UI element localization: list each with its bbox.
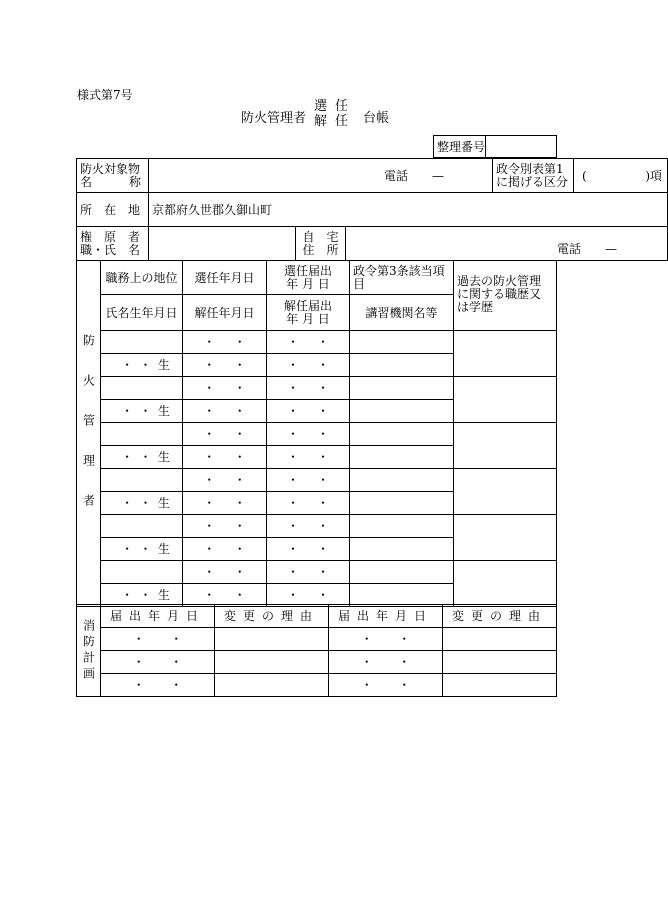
date-separator: ・	[316, 588, 329, 602]
date-separator: ・	[139, 496, 152, 510]
manager-entry-row	[77, 561, 557, 584]
header-dismiss-notice	[267, 295, 350, 331]
position-field[interactable]	[101, 515, 183, 538]
title-selector	[314, 99, 356, 129]
name-birth-field[interactable]	[101, 492, 183, 515]
date-separator: ・	[121, 358, 134, 372]
date-separator: ・	[139, 358, 152, 372]
position-field[interactable]	[101, 331, 183, 354]
date-separator: ・	[203, 473, 216, 487]
change-reason-field[interactable]	[443, 674, 557, 697]
date-separator: ・	[233, 565, 246, 579]
date-separator: ・	[316, 427, 329, 441]
date-separator: ・	[203, 496, 216, 510]
label-text: に関する職歴又	[457, 287, 542, 301]
label-text: 選任届出	[283, 263, 332, 278]
manager-entry-row	[77, 515, 557, 538]
fire-plan-row	[77, 674, 557, 697]
appoint-date-field[interactable]	[183, 377, 267, 400]
date-separator: ・	[360, 655, 373, 669]
birth-suffix: 生	[157, 588, 170, 602]
date-separator: ・	[233, 404, 246, 418]
dismiss-notice-field[interactable]	[267, 400, 350, 423]
property-info-table	[76, 158, 668, 261]
date-separator: ・	[316, 335, 329, 349]
date-separator: ・	[286, 565, 299, 579]
appoint-date-field[interactable]	[183, 515, 267, 538]
dismiss-date-field[interactable]	[183, 446, 267, 469]
header-notice-date: 届出年月日	[329, 605, 443, 628]
date-separator: ・	[121, 404, 134, 418]
date-separator: ・	[360, 678, 373, 692]
history-field[interactable]	[454, 377, 557, 423]
birth-suffix: 生	[157, 358, 170, 372]
date-separator: ・	[286, 496, 299, 510]
date-separator: ・	[121, 450, 134, 464]
address-field[interactable]: 京都府久世郡久御山町	[149, 193, 668, 227]
date-separator: ・	[286, 588, 299, 602]
date-separator: ・	[233, 588, 246, 602]
label-text: 年 月 日	[286, 311, 330, 326]
name-birth-field[interactable]	[101, 400, 183, 423]
dismiss-date-field[interactable]	[183, 538, 267, 561]
position-field[interactable]	[101, 377, 183, 400]
date-separator: ・	[203, 358, 216, 372]
date-separator: ・	[233, 496, 246, 510]
name-birth-field[interactable]	[101, 354, 183, 377]
notice-date-field[interactable]	[101, 674, 215, 697]
date-separator: ・	[316, 542, 329, 556]
category-label	[493, 159, 574, 193]
date-separator: )項	[645, 168, 663, 183]
date-separator: ・	[316, 358, 329, 372]
date-separator: ・	[139, 404, 152, 418]
title-select-appoint: 選任	[314, 99, 357, 114]
date-separator: ・	[233, 519, 246, 533]
position-field[interactable]	[101, 423, 183, 446]
header-appoint-date: 選任年月日	[183, 261, 267, 295]
property-name-label	[77, 159, 149, 193]
date-separator: ・	[121, 588, 134, 602]
dismiss-notice-field[interactable]	[267, 538, 350, 561]
manager-entry-row	[77, 469, 557, 492]
label-text: 防火管理者	[81, 333, 96, 534]
course-field[interactable]	[350, 446, 454, 469]
dismiss-date-field[interactable]	[183, 492, 267, 515]
label-text: 防火対象物	[80, 161, 141, 176]
appoint-date-field[interactable]	[183, 423, 267, 446]
label-text: 過去の防火管理	[457, 274, 542, 288]
date-separator: ・	[286, 519, 299, 533]
course-field[interactable]	[350, 400, 454, 423]
label-text: 政令第3条該当項	[353, 263, 445, 278]
change-reason-field[interactable]	[443, 651, 557, 674]
home-address-field[interactable]	[346, 227, 668, 261]
notice-date-field[interactable]	[329, 628, 443, 651]
header-change-reason: 変更の理由	[443, 605, 557, 628]
date-separator: ・	[121, 542, 134, 556]
birth-suffix: 生	[157, 450, 170, 464]
label-text: 権 原 者	[80, 229, 141, 244]
article-field[interactable]	[350, 423, 454, 446]
date-separator: ・	[233, 450, 246, 464]
date-separator: ・	[398, 655, 411, 669]
date-separator: ・	[203, 404, 216, 418]
owner-label	[77, 227, 149, 261]
change-reason-field[interactable]	[443, 628, 557, 651]
title-ledger: 台帳	[363, 111, 390, 126]
registration-number-field[interactable]	[486, 136, 557, 158]
label-text: に掲げる区分	[496, 174, 569, 189]
article-field[interactable]	[350, 561, 454, 584]
notice-date-field[interactable]	[101, 628, 215, 651]
appoint-date-field[interactable]	[183, 331, 267, 354]
dismiss-notice-field[interactable]	[267, 354, 350, 377]
notice-date-field[interactable]	[101, 651, 215, 674]
change-reason-field[interactable]	[215, 651, 329, 674]
form-number: 様式第7号	[77, 88, 133, 102]
property-phone: 電話 —	[384, 168, 445, 183]
change-reason-field[interactable]	[215, 628, 329, 651]
label-text: 解任届出	[283, 298, 332, 313]
date-separator: ・	[170, 632, 183, 646]
notice-date-field[interactable]	[329, 674, 443, 697]
name-birth-field[interactable]	[101, 446, 183, 469]
course-field[interactable]	[350, 538, 454, 561]
date-separator: ・	[203, 381, 216, 395]
header-course: 講習機関名等	[350, 295, 454, 331]
date-separator: ・	[203, 565, 216, 579]
home-address-label	[296, 227, 346, 261]
appoint-notice-field[interactable]	[267, 331, 350, 354]
date-separator: ・	[316, 381, 329, 395]
label-text: 政令別表第1	[496, 161, 564, 176]
date-separator: ・	[170, 678, 183, 692]
history-field[interactable]	[454, 423, 557, 469]
appoint-date-field[interactable]	[183, 469, 267, 492]
date-separator: ・	[139, 542, 152, 556]
history-field[interactable]	[454, 331, 557, 377]
registration-number-label: 整理番号	[434, 136, 486, 158]
date-separator: ・	[286, 335, 299, 349]
owner-field[interactable]	[149, 227, 296, 261]
manager-entry-row	[77, 377, 557, 400]
dismiss-date-field[interactable]	[183, 354, 267, 377]
appoint-notice-field[interactable]	[267, 469, 350, 492]
date-separator: ・	[286, 427, 299, 441]
header-name-birth: 氏名生年月日	[101, 295, 183, 331]
birth-suffix: 生	[157, 496, 170, 510]
date-separator: ・	[233, 473, 246, 487]
date-separator: ・	[121, 496, 134, 510]
label-text: 住 所	[302, 242, 339, 257]
appoint-notice-field[interactable]	[267, 561, 350, 584]
dismiss-date-field[interactable]	[183, 400, 267, 423]
header-position: 職務上の地位	[101, 261, 183, 295]
address-label: 所 在 地	[77, 193, 149, 227]
fire-plan-side-label	[77, 605, 101, 697]
history-field[interactable]	[454, 561, 557, 607]
date-separator: ・	[132, 655, 145, 669]
position-field[interactable]	[101, 469, 183, 492]
history-field[interactable]	[454, 515, 557, 561]
course-field[interactable]	[350, 354, 454, 377]
manager-table	[76, 260, 557, 607]
date-separator: ・	[139, 588, 152, 602]
date-separator: ・	[286, 450, 299, 464]
date-separator: ・	[286, 381, 299, 395]
property-name-field[interactable]	[149, 159, 493, 193]
date-separator: ・	[316, 404, 329, 418]
header-dismiss-date: 解任年月日	[183, 295, 267, 331]
article-field[interactable]	[350, 377, 454, 400]
position-field[interactable]	[101, 561, 183, 584]
date-separator: (	[582, 168, 587, 183]
label-text: 年 月 日	[286, 276, 330, 291]
appoint-notice-field[interactable]	[267, 377, 350, 400]
title-select-dismiss: 解任	[314, 114, 357, 129]
date-separator: ・	[233, 427, 246, 441]
dismiss-notice-field[interactable]	[267, 492, 350, 515]
article-field[interactable]	[350, 331, 454, 354]
registration-number-box	[433, 135, 557, 158]
manager-entry-row	[77, 423, 557, 446]
date-separator: ・	[398, 632, 411, 646]
fire-plan-row	[77, 651, 557, 674]
course-field[interactable]	[350, 492, 454, 515]
appoint-date-field[interactable]	[183, 561, 267, 584]
date-separator: ・	[233, 335, 246, 349]
date-separator: ・	[286, 542, 299, 556]
date-separator: ・	[203, 519, 216, 533]
date-separator: ・	[203, 335, 216, 349]
name-birth-field[interactable]	[101, 538, 183, 561]
date-separator: 称	[128, 174, 141, 189]
date-separator: ・	[398, 678, 411, 692]
appoint-notice-field[interactable]	[267, 515, 350, 538]
header-change-reason: 変更の理由	[215, 605, 329, 628]
label-text: 職・氏 名	[80, 242, 141, 257]
date-separator: ・	[316, 496, 329, 510]
category-item-field[interactable]	[574, 159, 668, 193]
date-separator: ・	[316, 450, 329, 464]
birth-suffix: 生	[157, 542, 170, 556]
date-separator: ・	[203, 542, 216, 556]
dismiss-notice-field[interactable]	[267, 446, 350, 469]
label-text: 目	[353, 276, 366, 291]
article-field[interactable]	[350, 469, 454, 492]
fire-plan-row	[77, 628, 557, 651]
owner-phone: 電話 —	[557, 242, 618, 256]
fire-plan-table	[76, 604, 557, 697]
change-reason-field[interactable]	[215, 674, 329, 697]
date-separator: ・	[203, 588, 216, 602]
history-field[interactable]	[454, 469, 557, 515]
label-text: 消防計画	[81, 618, 96, 683]
manager-entry-row	[77, 331, 557, 354]
date-separator: ・	[132, 678, 145, 692]
date-separator: ・	[233, 381, 246, 395]
date-separator: ・	[316, 565, 329, 579]
date-separator: ・	[316, 473, 329, 487]
birth-suffix: 生	[157, 404, 170, 418]
date-separator: ・	[233, 542, 246, 556]
date-separator: 名	[80, 174, 93, 189]
date-separator: ・	[316, 519, 329, 533]
header-appoint-notice	[267, 261, 350, 295]
label-text: は学歴	[457, 300, 494, 314]
date-separator: ・	[139, 450, 152, 464]
date-separator: ・	[360, 632, 373, 646]
date-separator: ・	[203, 450, 216, 464]
date-separator: ・	[286, 473, 299, 487]
date-separator: ・	[233, 358, 246, 372]
date-separator: ・	[170, 655, 183, 669]
date-separator: ・	[286, 404, 299, 418]
article-field[interactable]	[350, 515, 454, 538]
header-article	[350, 261, 454, 295]
label-text: 自 宅	[302, 229, 339, 244]
date-separator: ・	[203, 427, 216, 441]
date-separator: ・	[132, 632, 145, 646]
appoint-notice-field[interactable]	[267, 423, 350, 446]
header-notice-date: 届出年月日	[101, 605, 215, 628]
header-history	[454, 261, 557, 331]
manager-side-label	[77, 261, 101, 607]
notice-date-field[interactable]	[329, 651, 443, 674]
date-separator: ・	[286, 358, 299, 372]
form-title: 防火管理者	[241, 111, 307, 126]
